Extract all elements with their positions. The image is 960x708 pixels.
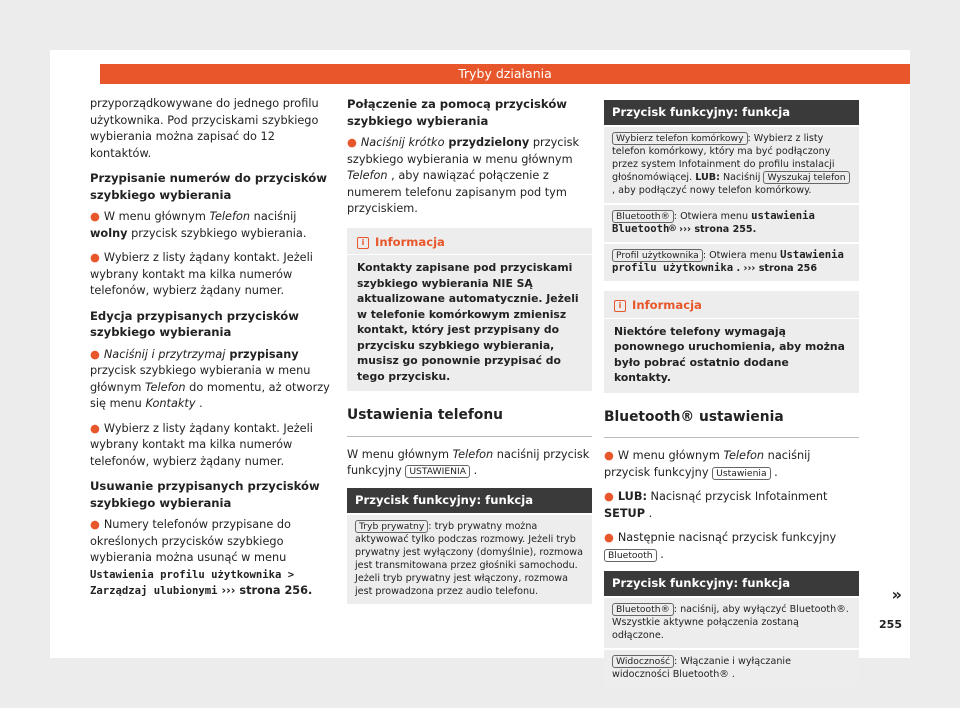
table-row: Wybierz telefon komórkowy : Wybierz z listy telefon komórkowy, który ma być podłączony przez system Infotainment do profilu instalacji głośnomówiącej. LUB: Naciśnij Wyszukaj telefon , aby podłączyć nowy telefon komórkowy. (604, 125, 859, 203)
page-header: Tryby działania (100, 64, 910, 84)
heading-assign: Przypisanie numerów do przycisków szybkiego wybierania (90, 171, 327, 202)
column-2 (347, 96, 592, 612)
bullet: ● Wybierz z listy żądany kontakt. Jeżeli wybrany kontakt ma kilka numerów telefonów, wybierz żądany numer. (90, 251, 313, 297)
table-row: Bluetooth® : naciśnij, aby wyłączyć Bluetooth®. Wszystkie aktywne połączenia zostaną odłączone. (604, 596, 859, 648)
bullet: ● W menu głównym Telefon naciśnij przycisk funkcyjny Ustawienia . (604, 449, 811, 479)
function-table (347, 488, 592, 604)
table-row: Widoczność : Włączanie i wyłączanie widoczności Bluetooth® . (604, 648, 859, 687)
bullet: ● LUB: Nacisnąć przycisk Infotainment SETUP . (604, 490, 828, 520)
info-icon: i (357, 237, 369, 249)
table-row: Profil użytkownika : Otwiera menu Ustawienia profilu użytkownika . ››› strona 256 (604, 242, 859, 281)
bullet-icon: ● (90, 251, 100, 264)
heading-edit: Edycja przypisanych przycisków szybkiego wybierania (90, 308, 299, 339)
paragraph: W menu głównym Telefon naciśnij przycisk funkcyjny USTAWIENIA . (347, 447, 590, 477)
divider (347, 436, 592, 437)
heading-connect: Połączenie za pomocą przycisków szybkiego wybierania (347, 97, 567, 128)
info-body: Kontakty zapisane pod przyciskami szybkiego wybierania NIE SĄ aktualizowane automatycznie. Jeżeli w telefonie komórkowym zmienisz kontakt, który jest przypisany do przycisku szybkiego wybierania, musisz go ponownie przypisać do tego przycisku. (357, 261, 579, 383)
info-body: Niektóre telefony wymagają ponownego uruchomienia, aby można było pobrać ostatnio dodane kontakty. (614, 324, 845, 384)
bullet-icon: ● (90, 421, 100, 435)
bullet-icon: ● (90, 347, 100, 361)
bullet: ● Numery telefonów przypisane do określonych przycisków szybkiego wybierania można usunąć w menu Ustawienia profilu użytkownika > Zarządzaj ulubionymi ››› strona 256. (90, 518, 313, 597)
info-header: i Informacja (347, 228, 592, 256)
bullet-icon: ● (604, 531, 614, 544)
column-3 (604, 92, 859, 695)
bullet-icon: ● (90, 210, 100, 223)
info-box (347, 228, 592, 392)
bullet: ● Naciśnij i przytrzymaj przypisany przycisk szybkiego wybierania w menu głównym Telefon do momentu, aż otworzy się menu Kontakty . (90, 347, 330, 410)
divider (604, 437, 859, 438)
table-row: Tryb prywatny : tryb prywatny można aktywować tylko podczas rozmowy. Jeżeli tryb prywatny jest wyłączony (domyślnie), rozmowa jest transmitowana przez głośniki samochodu. Jeżeli tryb prywatny jest włączony, rozmowa jest prowadzona przez audio telefonu. (347, 513, 592, 604)
table-header: Przycisk funkcyjny: funkcja (604, 100, 859, 125)
table-header: Przycisk funkcyjny: funkcja (604, 571, 859, 596)
table-row: Bluetooth® : Otwiera menu ustawienia Bluetooth® ››› strona 255. (604, 203, 859, 242)
bullet-icon: ● (347, 136, 357, 149)
bullet-icon: ● (90, 518, 100, 531)
function-table (604, 100, 859, 281)
table-header: Przycisk funkcyjny: funkcja (347, 488, 592, 513)
continued-arrow: » (891, 585, 902, 604)
column-1 (90, 96, 334, 608)
page-number: 255 (879, 618, 902, 631)
function-table (604, 571, 859, 687)
paragraph: przyporządkowywane do jednego profilu użytkownika. Pod przyciskami szybkiego wybierania można zapisać do 12 kontaktów. (90, 97, 319, 160)
bullet: ● Wybierz z listy żądany kontakt. Jeżeli wybrany kontakt ma kilka numerów telefonów, wybierz żądany numer. (90, 421, 313, 468)
heading-delete: Usuwanie przypisanych przycisków szybkiego wybierania (90, 479, 320, 510)
section-title-bluetooth: Bluetooth® ustawienia (604, 408, 784, 425)
section-title-phone-settings: Ustawienia telefonu (347, 407, 503, 423)
manual-page (50, 50, 910, 680)
bullet: ● W menu głównym Telefon naciśnij wolny przycisk szybkiego wybierania. (90, 210, 307, 240)
info-icon: i (614, 300, 626, 312)
bullet-icon: ● (604, 490, 614, 503)
settings-button-label: USTAWIENIA (405, 465, 470, 478)
bullet-icon: ● (604, 449, 614, 462)
info-box (604, 291, 859, 393)
bullet: ● Następnie nacisnąć przycisk funkcyjny Bluetooth . (604, 531, 837, 561)
bullet: ● Naciśnij krótko przydzielony przycisk szybkiego wybierania w menu głównym Telefon , aby nawiązać połączenie z numerem telefonu zapisanym pod tym przyciskiem. (347, 136, 580, 215)
info-header: i Informacja (604, 291, 859, 319)
